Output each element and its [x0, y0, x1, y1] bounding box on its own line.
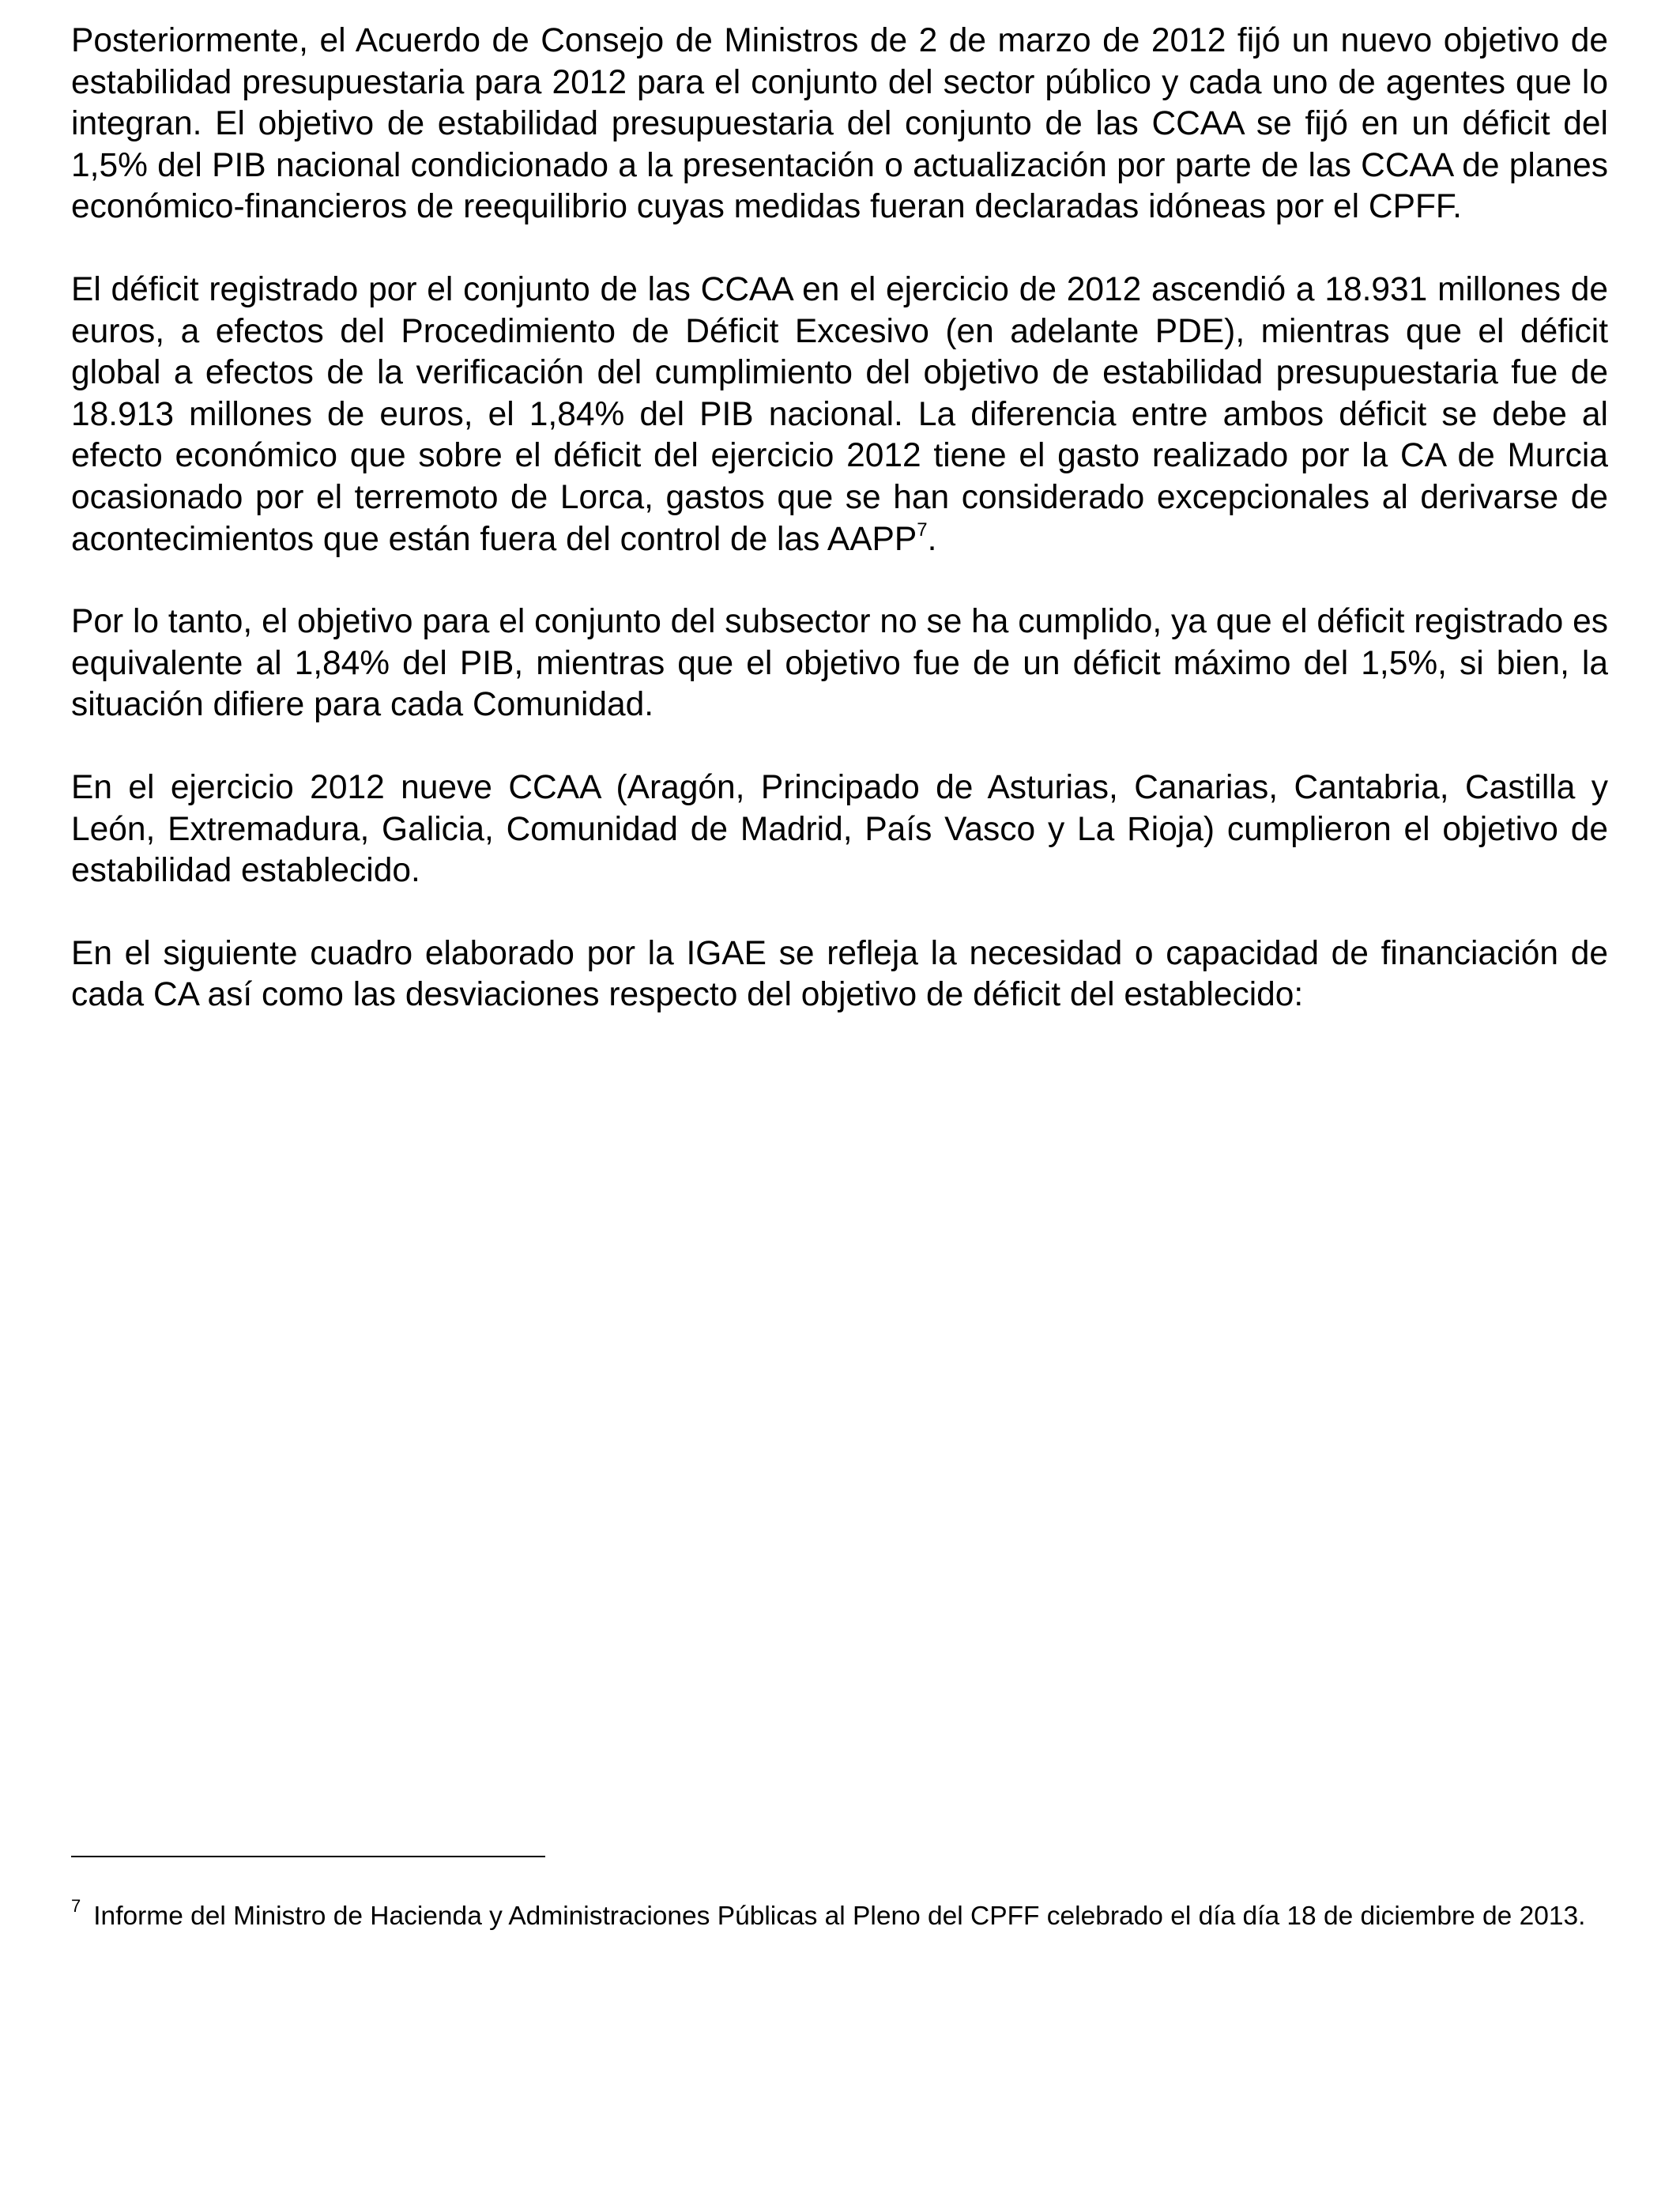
paragraph-4-text: En el ejercicio 2012 nueve CCAA (Aragón, Principado de Asturias, Canarias, Cantabria, Castilla y León, Extremadura, Galicia, Comunidad de Madrid, País Vasco y La Rioja) cumplieron el objetivo de estabilidad establecido. — [71, 768, 1608, 890]
footnote-reference[interactable]: 7 — [917, 519, 928, 541]
paragraph-5-text: En el siguiente cuadro elaborado por la IGAE se refleja la necesidad o capacidad de financiación de cada CA así como las desviaciones respecto del objetivo de déficit del establecido: — [71, 934, 1608, 1014]
paragraph-1-text: Posteriormente, el Acuerdo de Consejo de Ministros de 2 de marzo de 2012 fijó un nuevo objetivo de estabilidad presupuestaria para 2012 para el conjunto del sector público y cada uno de agentes que lo integran. El objetivo de estabilidad presupuestaria del conjunto de las CCAA se fijó en un déficit del 1,5% del PIB nacional condicionado a la presentación o actualización por parte de las CCAA de planes económico-financieros de reequilibrio cuyas medidas fueran declaradas idóneas por el CPFF. — [71, 22, 1608, 226]
paragraph-2-text: El déficit registrado por el conjunto de las CCAA en el ejercicio de 2012 ascendió a 18.931 millones de euros, a efectos del Procedimiento de Déficit Excesivo (en adelante PDE), mientras que el déficit global a efectos de la verificación del cumplimiento del objetivo de estabilidad presupuestaria fue de 18.913 millones de euros, el 1,84% del PIB nacional. La diferencia entre ambos déficit se debe al efecto económico que sobre el déficit del ejercicio 2012 tiene el gasto realizado por la CA de Murcia ocasionado por el terremoto de Lorca, gastos que se han considerado excepcionales al derivarse de acontecimientos que están fuera del control de las AAPP — [71, 270, 1608, 558]
footnote-separator — [71, 1856, 545, 1857]
footnote — [71, 1895, 1608, 1933]
paragraph-1 — [71, 21, 1608, 228]
footnote-number: 7 — [71, 1895, 81, 1916]
paragraph-3-text: Por lo tanto, el objetivo para el conjunto del subsector no se ha cumplido, ya que el déficit registrado es equivalente al 1,84% del PIB, mientras que el objetivo fue de un déficit máximo del 1,5%, si bien, la situación difiere para cada Comunidad. — [71, 603, 1608, 724]
paragraph-4 — [71, 767, 1608, 892]
paragraph-2-tail: . — [927, 520, 937, 558]
paragraph-2 — [71, 270, 1608, 560]
footnote-text: Informe del Ministro de Hacienda y Administraciones Públicas al Pleno del CPFF celebrado el día día 18 de diciembre de 2013. — [93, 1902, 1586, 1931]
paragraph-3 — [71, 601, 1608, 726]
paragraph-5 — [71, 933, 1608, 1016]
document-body — [71, 21, 1608, 1057]
